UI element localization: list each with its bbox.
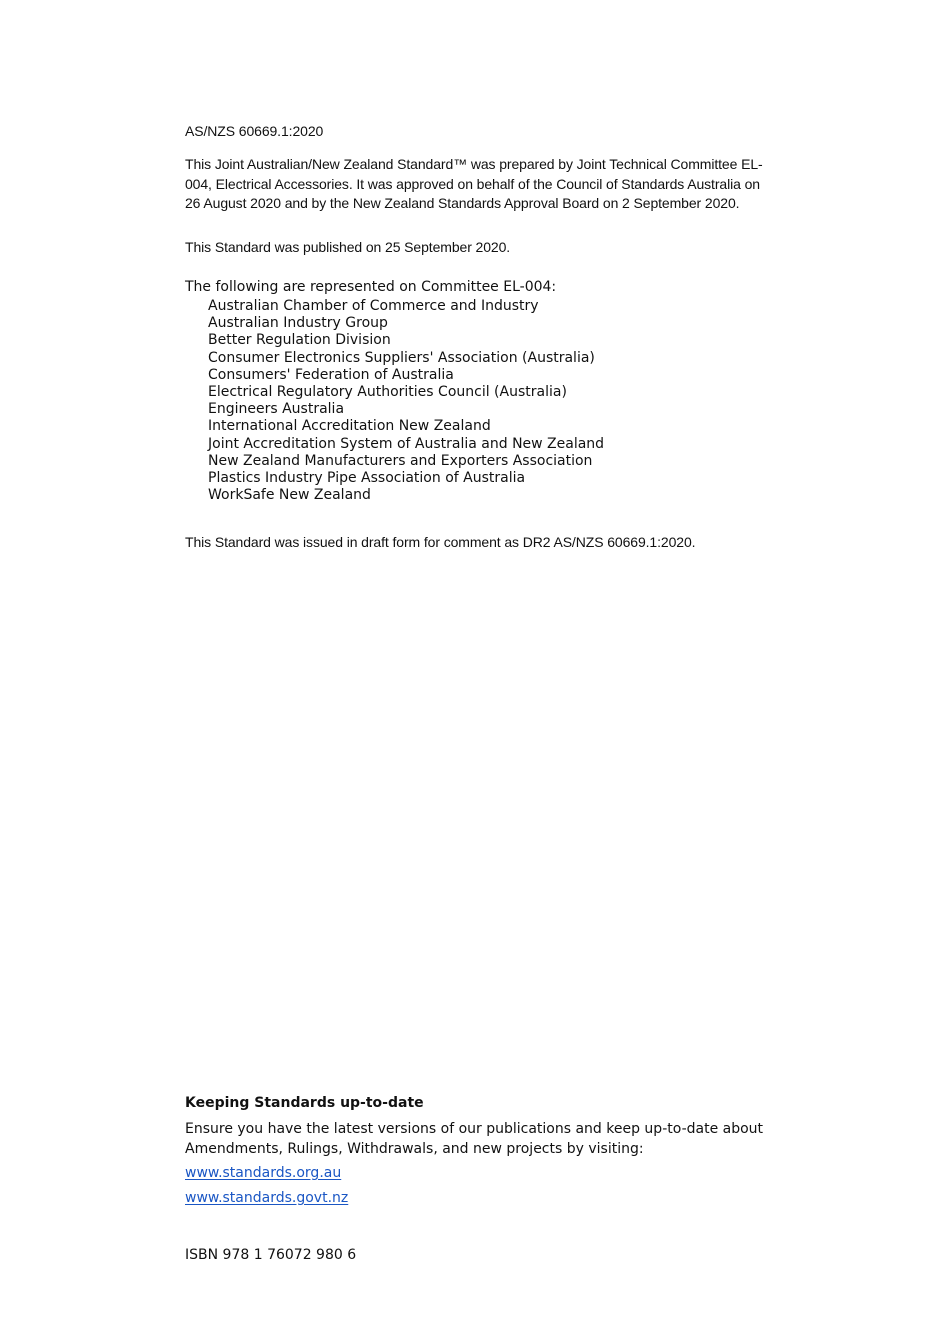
standards-australia-link[interactable]: www.standards.org.au — [185, 1165, 342, 1181]
keeping-standards-heading: Keeping Standards up-to-date — [185, 1095, 424, 1111]
committee-member: Electrical Regulatory Authorities Council (Australia) — [208, 384, 567, 401]
published-paragraph: This Standard was published on 25 September 2020. — [185, 239, 511, 255]
committee-member: Consumers' Federation of Australia — [208, 366, 454, 383]
committee-member: Consumer Electronics Suppliers' Association (Australia) — [208, 349, 595, 366]
approval-paragraph: This Joint Australian/New Zealand Standard™ was prepared by Joint Technical Committee EL-004, Electrical Accessories. It was approved on behalf of the Council of Standards Australia on 26 August 2020 and by the New Zealand Standards Approval Board on 2 September 2020. — [185, 156, 763, 211]
committee-member: Plastics Industry Pipe Association of Australia — [208, 470, 526, 487]
committee-member: New Zealand Manufacturers and Exporters Association — [208, 452, 593, 469]
keeping-standards-paragraph: Ensure you have the latest versions of our publications and keep up-to-date about Amendments, Rulings, Withdrawals, and new projects by visiting: — [185, 1121, 764, 1157]
isbn-number: ISBN 978 1 76072 980 6 — [185, 1247, 357, 1263]
draft-paragraph: This Standard was issued in draft form for comment as DR2 AS/NZS 60669.1:2020. — [185, 534, 696, 550]
standard-number: AS/NZS 60669.1:2020 — [185, 123, 324, 139]
standards-australia-link-row — [185, 1164, 765, 1182]
committee-member: Engineers Australia — [208, 401, 345, 418]
committee-member: Better Regulation Division — [208, 332, 391, 349]
committee-member: International Accreditation New Zealand — [208, 418, 491, 435]
committee-member: WorkSafe New Zealand — [208, 487, 371, 504]
standards-nz-link[interactable]: www.standards.govt.nz — [185, 1190, 349, 1206]
committee-member: Australian Chamber of Commerce and Industry — [208, 298, 539, 314]
committee-member: Joint Accreditation System of Australia and New Zealand — [208, 435, 605, 452]
committee-member-list — [208, 298, 788, 504]
committee-intro: The following are represented on Committee EL-004: — [185, 279, 557, 295]
committee-member: Australian Industry Group — [208, 315, 388, 332]
standards-nz-link-row — [185, 1189, 765, 1207]
